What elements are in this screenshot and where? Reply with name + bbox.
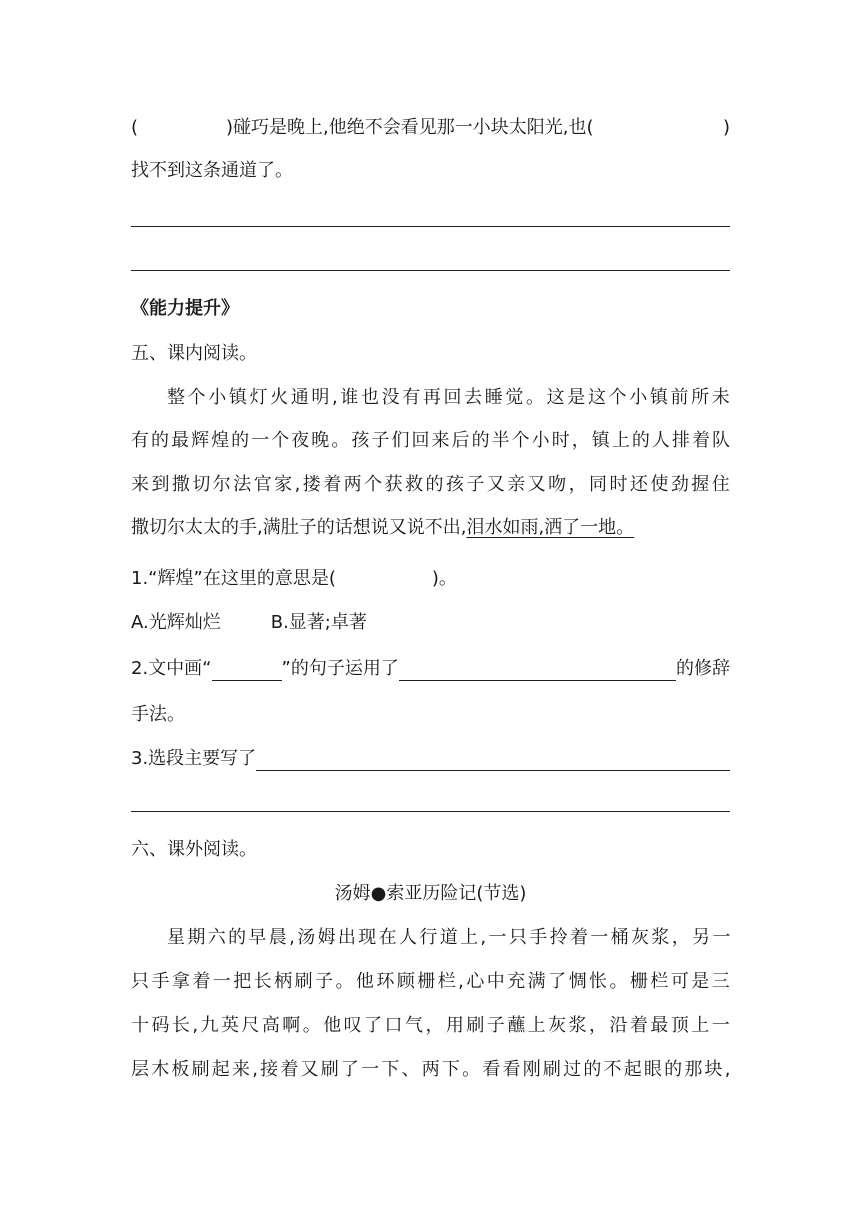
para-text: 撒切尔太太的手,满肚子的话想说又说不出, xyxy=(131,517,467,538)
para-text: 来到撒切尔法官家,搂着两个获救的孩子又亲又吻，同时还使劲握住 xyxy=(131,474,733,495)
q3-line xyxy=(131,747,730,771)
q4-open-paren-1: ( xyxy=(131,117,139,138)
section5-para-line-3 xyxy=(131,473,733,497)
section5-para-line-1 xyxy=(131,386,733,410)
section6-para-line-4 xyxy=(131,1058,733,1082)
q1-option-b[interactable]: B.显著;卓著 xyxy=(270,612,367,633)
q3-blank[interactable] xyxy=(256,750,730,771)
q4-answer-line-1[interactable] xyxy=(131,226,730,227)
q3-answer-line-2[interactable] xyxy=(131,811,730,812)
section5-para-line-4 xyxy=(131,516,730,540)
q1-option-a[interactable]: A.光辉灿烂 xyxy=(131,612,221,633)
underlined-sentence: 泪水如雨,洒了一地。 xyxy=(466,517,635,538)
para-text: 十码长,九英尺高啊。他叹了口气，用刷子蘸上灰浆，沿着最顶上一 xyxy=(131,1015,733,1036)
para-text: 整个小镇灯火通明,谁也没有再回去睡觉。这是这个小镇前所未 xyxy=(167,387,733,408)
q4-line-2: 找不到这条通道了。 xyxy=(131,160,293,181)
q1-options xyxy=(131,611,730,635)
q1-text: 1.“辉煌”在这里的意思是( xyxy=(131,568,336,589)
section6-para-line-3 xyxy=(131,1014,733,1038)
section5-title: 五、课内阅读。 xyxy=(131,343,257,364)
section6-para-line-2 xyxy=(131,970,733,994)
q4-sentence: )碰巧是晚上,他绝不会看见那一小块太阳光,也( xyxy=(226,117,594,138)
section5-para-line-2 xyxy=(131,429,733,453)
q1-close: )。 xyxy=(431,568,457,589)
q3-text: 3.选段主要写了 xyxy=(131,748,257,769)
para-text: 只手拿着一把长柄刷子。他环顾栅栏,心中充满了惆怅。栅栏可是三 xyxy=(131,971,733,992)
q2-blank-marker[interactable] xyxy=(212,660,282,681)
q4-answer-line-2[interactable] xyxy=(131,270,730,271)
para-text: 有的最辉煌的一个夜晚。孩子们回来后的半个小时，镇上的人排着队 xyxy=(131,430,733,451)
q2-line-2: 手法。 xyxy=(131,704,185,725)
para-text: 层木板刷起来,接着又刷了一下、两下。看看刚刷过的不起眼的那块, xyxy=(131,1059,733,1080)
section6-para-line-1 xyxy=(131,926,733,950)
q2-text-a: 2.文中画“ xyxy=(131,658,212,679)
section6-title: 六、课外阅读。 xyxy=(131,839,257,860)
q4-line-1 xyxy=(131,116,730,140)
q2-blank-answer[interactable] xyxy=(399,660,676,681)
q1-line xyxy=(131,567,730,591)
q4-close-paren-2: ) xyxy=(722,117,730,138)
para-text: 星期六的早晨,汤姆出现在人行道上,一只手拎着一桶灰浆，另一 xyxy=(167,927,733,948)
section-heading: 《能力提升》 xyxy=(131,298,239,319)
q2-line xyxy=(131,657,730,681)
q2-text-b: ”的句子运用了 xyxy=(281,658,399,679)
q2-text-c: 的修辞 xyxy=(676,658,730,679)
story-title: 汤姆●索亚历险记(节选) xyxy=(334,883,527,904)
